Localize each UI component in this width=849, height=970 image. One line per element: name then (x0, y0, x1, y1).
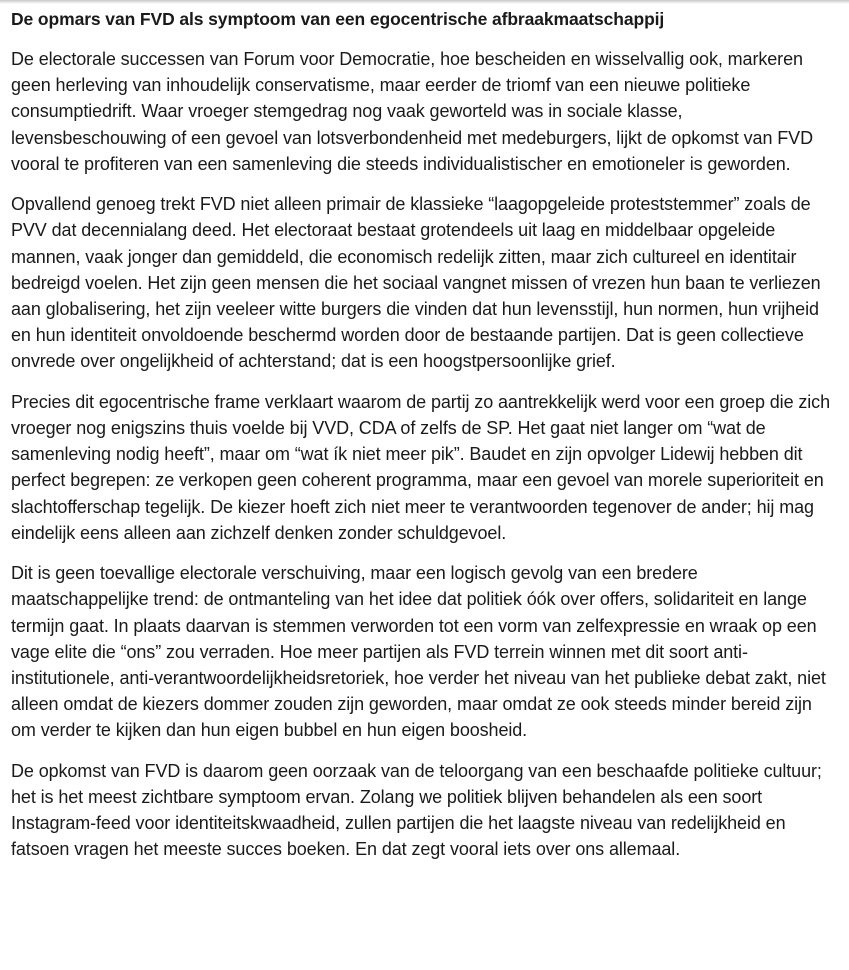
article-title: De opmars van FVD als symptoom van een egocentrische afbraakmaatschappij (11, 9, 665, 29)
paragraph-5: De opkomst van FVD is daarom geen oorzaak van de teloorgang van een beschaafde politieke cultuur; het is het meest zichtbare symptoom ervan. Zolang we politiek blijven behandelen als een soort Instagram-feed voor identiteitskwaadheid, zullen partijen die het laagste niveau van redelijkheid en fatsoen vragen het meeste succes boeken. En dat zegt vooral iets over ons allemaal. (11, 760, 822, 860)
paragraph-4: Dit is geen toevallige electorale verschuiving, maar een logisch gevolg van een bredere maatschappelijke trend: de ontmanteling van het idee dat politiek óók over offers, solidariteit en lange termijn gaat. In plaats daarvan is stemmen verworden tot een vorm van zelfexpressie en wraak op een vage elite die “ons” zou verraden. Hoe meer partijen als FVD terrein winnen met dit soort anti-institutionele, anti-verantwoordelijkheidsretoriek, hoe verder het niveau van het publieke debat zakt, niet alleen omdat de kiezers dommer zouden zijn geworden, maar omdat ze ook steeds minder bereid zijn om verder te kijken dan hun eigen bubbel en hun eigen boosheid. (11, 563, 826, 741)
paragraph-2: Opvallend genoeg trekt FVD niet alleen primair de klassieke “laagopgeleide proteststemmer” zoals de PVV dat decennialang deed. Het electoraat bestaat grotendeels uit laag en middelbaar opgeleide mannen, vaak jonger dan gemiddeld, die economisch redelijk zitten, maar zich cultureel en identitair bedreigd voelen. Het zijn geen mensen die het sociaal vangnet missen of vrezen hun baan te verliezen aan globalisering, het zijn veeleer witte burgers die vinden dat hun levensstijl, hun normen, hun vrijheid en hun identiteit onvoldoende beschermd worden door de bestaande partijen. Dat is geen collectieve onvrede over ongelijkheid of achterstand; dat is een hoogstpersoonlijke grief. (11, 194, 821, 372)
article-body (11, 6, 837, 877)
top-edge-shadow (0, 0, 849, 4)
paragraph-1: De electorale successen van Forum voor Democratie, hoe bescheiden en wisselvallig ook, markeren geen herleving van inhoudelijk conservatisme, maar eerder de triomf van een nieuwe politieke consumptiedrift. Waar vroeger stemgedrag nog vaak geworteld was in sociale klasse, levensbeschouwing of een gevoel van lotsverbondenheid met medeburgers, lijkt de opkomst van FVD vooral te profiteren van een samenleving die steeds individualistischer en emotioneler is geworden. (11, 49, 813, 174)
paragraph-3: Precies dit egocentrische frame verklaart waarom de partij zo aantrekkelijk werd voor een groep die zich vroeger nog enigszins thuis voelde bij VVD, CDA of zelfs de SP. Het gaat niet langer om “wat de samenleving nodig heeft”, maar om “wat ík niet meer pik”. Baudet en zijn opvolger Lidewij hebben dit perfect begrepen: ze verkopen geen coherent programma, maar een gevoel van morele superioriteit en slachtofferschap tegelijk. De kiezer hoeft zich niet meer te verantwoorden tegenover de ander; hij mag eindelijk eens alleen aan zichzelf denken zonder schuldgevoel. (11, 391, 830, 543)
